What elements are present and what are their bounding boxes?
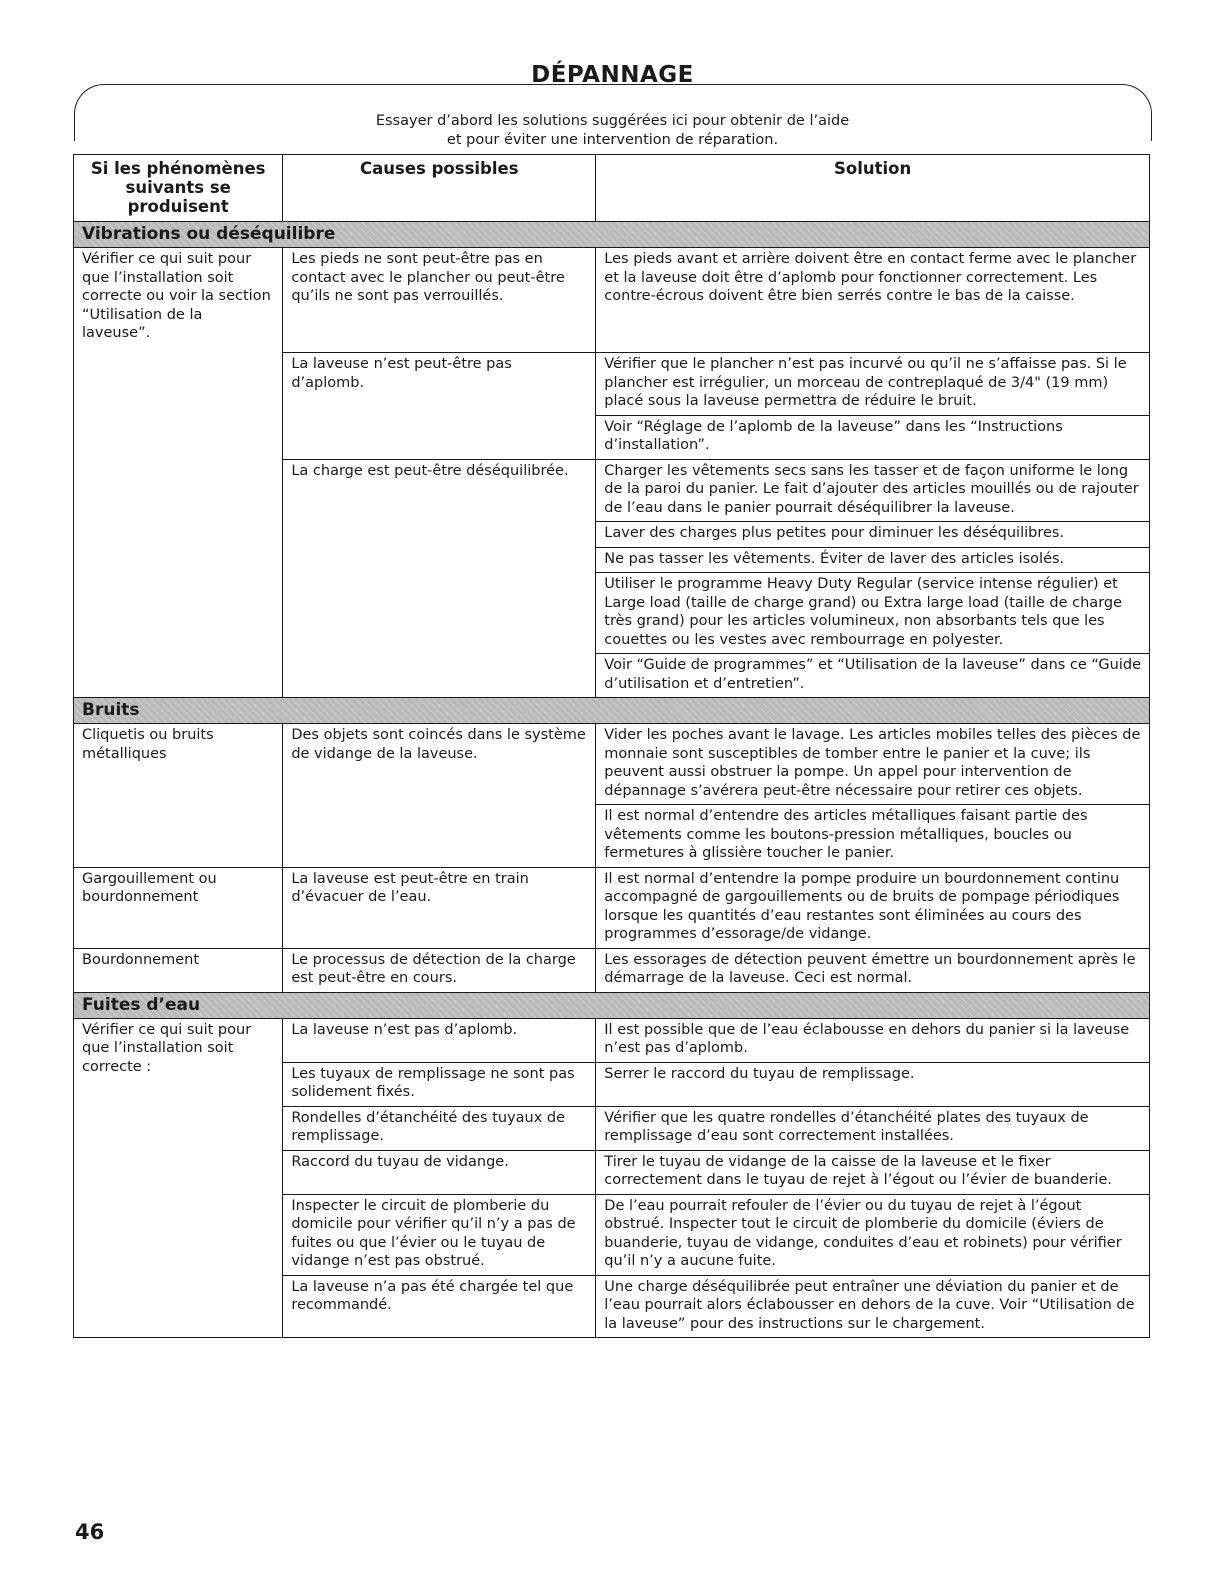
cause-cell: Les tuyaux de remplissage ne sont pas solidement fixés. bbox=[283, 1062, 596, 1106]
header-cause: Causes possibles bbox=[283, 155, 596, 222]
solution-cell: Vérifier que les quatre rondelles d’étanchéité plates des tuyaux de remplissage d’eau sont correctement installées. bbox=[596, 1106, 1150, 1150]
section-header-bruits bbox=[74, 698, 1150, 724]
cause-cell: Rondelles d’étanchéité des tuyaux de remplissage. bbox=[283, 1106, 596, 1150]
table-row bbox=[74, 724, 1150, 805]
cause-cell: Des objets sont coincés dans le système de vidange de la laveuse. bbox=[283, 724, 596, 868]
solution-cell: Tirer le tuyau de vidange de la caisse de la laveuse et le fixer correctement dans le tuyau de rejet à l’égout ou l’évier de buanderie. bbox=[596, 1150, 1150, 1194]
solution-cell: Une charge déséquilibrée peut entraîner une déviation du panier et de l’eau pourrait alors éclabousser en dehors de la cuve. Voir “Utilisation de la laveuse” pour des instructions sur le chargement. bbox=[596, 1275, 1150, 1338]
page-number: 46 bbox=[75, 1520, 105, 1544]
symptom-cell: Vérifier ce qui suit pour que l’installation soit correcte : bbox=[74, 1018, 283, 1338]
symptom-cell: Vérifier ce qui suit pour que l’installation soit correcte ou voir la section “Utilisation de la laveuse”. bbox=[74, 248, 283, 698]
cause-cell: La laveuse n’est pas d’aplomb. bbox=[283, 1018, 596, 1062]
solution-cell: Serrer le raccord du tuyau de remplissage. bbox=[596, 1062, 1150, 1106]
solution-cell: Il est normal d’entendre la pompe produire un bourdonnement continu accompagné de gargouillements ou de bruits de pompage périodiques lorsque les quantités d’eau restantes sont éliminées au cours des programmes d’essorage/de vidange. bbox=[596, 867, 1150, 948]
solution-cell: Charger les vêtements secs sans les tasser et de façon uniforme le long de la paroi du panier. Le fait d’ajouter des articles mouillés ou de rajouter de l’eau dans le panier pourrait déséquilibrer la laveuse. bbox=[596, 459, 1150, 522]
solution-cell: Utiliser le programme Heavy Duty Regular (service intense régulier) et Large load (taille de charge grand) ou Extra large load (taille de charge très grand) pour les articles volumineux, non absorbants tels que les couettes ou les vestes avec rembourrage en polyester. bbox=[596, 573, 1150, 654]
solution-cell: Ne pas tasser les vêtements. Éviter de laver des articles isolés. bbox=[596, 547, 1150, 573]
cause-cell: La charge est peut-être déséquilibrée. bbox=[283, 459, 596, 698]
header-solution: Solution bbox=[596, 155, 1150, 222]
section-header-fuites bbox=[74, 992, 1150, 1018]
cause-cell: Le processus de détection de la charge est peut-être en cours. bbox=[283, 948, 596, 992]
table-row bbox=[74, 948, 1150, 992]
solution-cell: Il est normal d’entendre des articles métalliques faisant partie des vêtements comme les boutons-pression métalliques, boucles ou fermetures à glissière toucher le panier. bbox=[596, 805, 1150, 868]
symptom-cell: Gargouillement ou bourdonnement bbox=[74, 867, 283, 948]
cause-cell: La laveuse est peut-être en train d’évacuer de l’eau. bbox=[283, 867, 596, 948]
section-header-vibrations bbox=[74, 222, 1150, 248]
cause-cell: Les pieds ne sont peut-être pas en contact avec le plancher ou peut-être qu’ils ne sont pas verrouillés. bbox=[283, 248, 596, 353]
solution-cell: Laver des charges plus petites pour diminuer les déséquilibres. bbox=[596, 522, 1150, 548]
intro-text bbox=[0, 112, 1225, 150]
table-row bbox=[74, 1018, 1150, 1062]
cause-cell: Inspecter le circuit de plomberie du domicile pour vérifier qu’il n’y a pas de fuites ou que l’évier ou le tuyau de vidange n’est pas obstrué. bbox=[283, 1194, 596, 1275]
solution-cell: Voir “Réglage de l’aplomb de la laveuse” dans les “Instructions d’installation”. bbox=[596, 415, 1150, 459]
page-title: DÉPANNAGE bbox=[531, 62, 694, 88]
section-title: Fuites d’eau bbox=[74, 992, 1150, 1018]
solution-cell: Les essorages de détection peuvent émettre un bourdonnement après le démarrage de la laveuse. Ceci est normal. bbox=[596, 948, 1150, 992]
cause-cell: La laveuse n’a pas été chargée tel que recommandé. bbox=[283, 1275, 596, 1338]
troubleshooting-table bbox=[73, 154, 1150, 1338]
cause-cell: Raccord du tuyau de vidange. bbox=[283, 1150, 596, 1194]
solution-cell: Il est possible que de l’eau éclabousse en dehors du panier si la laveuse n’est pas d’aplomb. bbox=[596, 1018, 1150, 1062]
header-symptom: Si les phénomènes suivants se produisent bbox=[74, 155, 283, 222]
intro-line-2: et pour éviter une intervention de réparation. bbox=[446, 132, 779, 148]
symptom-cell: Bourdonnement bbox=[74, 948, 283, 992]
cause-cell: La laveuse n’est peut-être pas d’aplomb. bbox=[283, 353, 596, 460]
intro-line-1: Essayer d’abord les solutions suggérées ici pour obtenir de l’aide bbox=[375, 113, 850, 129]
section-title: Vibrations ou déséquilibre bbox=[74, 222, 1150, 248]
table-row bbox=[74, 248, 1150, 353]
table-row bbox=[74, 867, 1150, 948]
solution-cell: Vérifier que le plancher n’est pas incurvé ou qu’il ne s’affaisse pas. Si le plancher est irrégulier, un morceau de contreplaqué de 3/4" (19 mm) placé sous la laveuse permettra de réduire le bruit. bbox=[596, 353, 1150, 416]
solution-cell: De l’eau pourrait refouler de l’évier ou du tuyau de rejet à l’égout obstrué. Inspecter tout le circuit de plomberie du domicile (éviers de buanderie, tuyau de vidange, conduites d’eau et robinets) pour vérifier qu’il n’y a aucune fuite. bbox=[596, 1194, 1150, 1275]
solution-cell: Vider les poches avant le lavage. Les articles mobiles telles des pièces de monnaie sont susceptibles de tomber entre le panier et la cuve; ils peuvent aussi obstruer la pompe. Un appel pour intervention de dépannage s’avérera peut-être nécessaire pour retirer ces objets. bbox=[596, 724, 1150, 805]
symptom-cell: Cliquetis ou bruits métalliques bbox=[74, 724, 283, 868]
table-header-row bbox=[74, 155, 1150, 222]
solution-cell: Voir “Guide de programmes” et “Utilisation de la laveuse” dans ce “Guide d’utilisation et d’entretien”. bbox=[596, 654, 1150, 698]
solution-cell: Les pieds avant et arrière doivent être en contact ferme avec le plancher et la laveuse doit être d’aplomb pour fonctionner correctement. Les contre-écrous doivent être bien serrés contre le bas de la caisse. bbox=[596, 248, 1150, 353]
section-title: Bruits bbox=[74, 698, 1150, 724]
